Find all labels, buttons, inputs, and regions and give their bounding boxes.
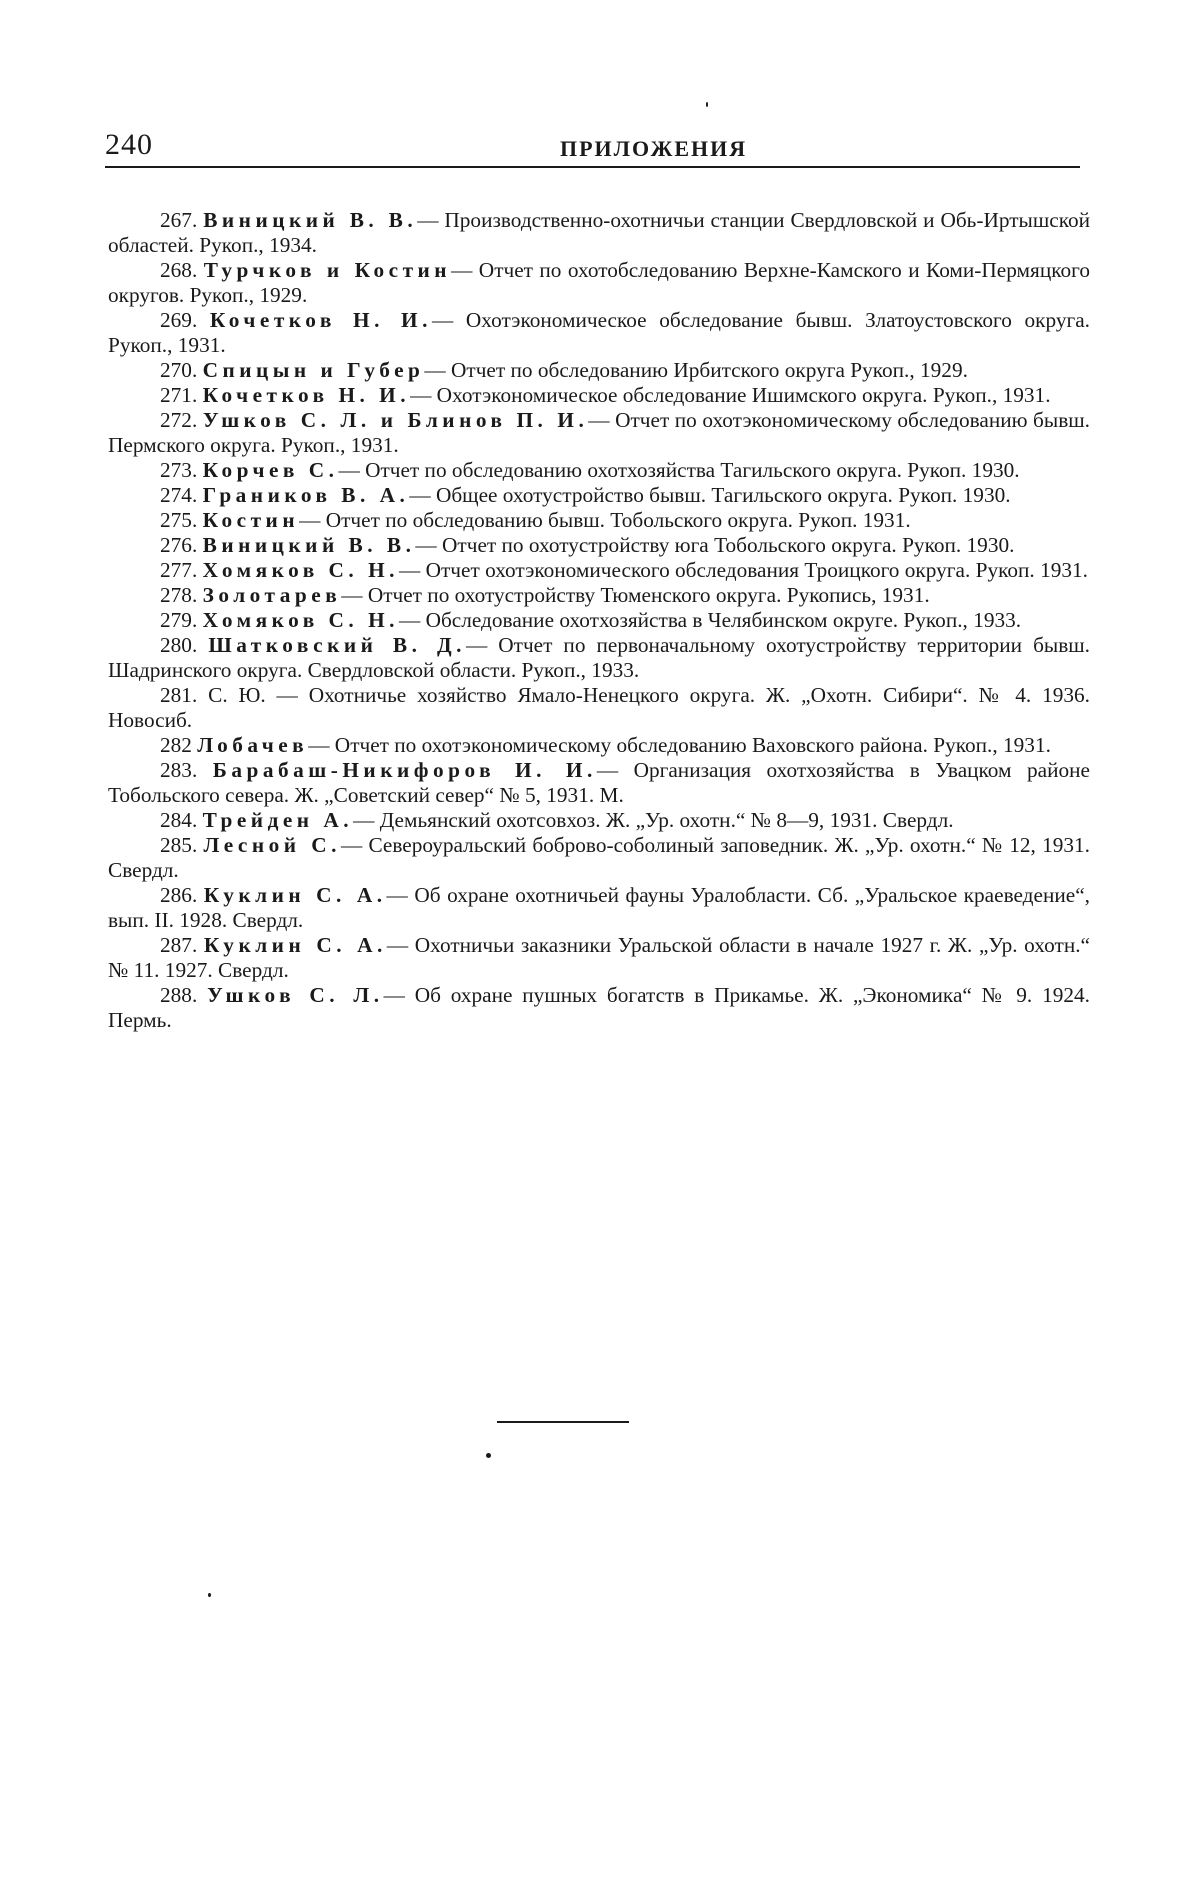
entry-author: Куклин С. А. (203, 933, 387, 957)
entry-author: Куклин С. А. (203, 883, 387, 907)
entry-number: 276. (160, 533, 198, 557)
entry-author: Кочетков Н. И. (209, 308, 432, 332)
entry-text: — Охотэкономическое обследование Ишимского округа. Рукоп., 1931. (410, 383, 1051, 407)
entry-author: Турчков и Костин (203, 258, 452, 282)
entry-text: — Об охране пушных богатств в Прикамье. Ж. „Экономика“ № 9. 1924. Пермь. (108, 983, 1090, 1032)
entry-number: 271. (160, 383, 198, 407)
entry-author: Кочетков Н. И. (202, 383, 411, 407)
entry-text: — Отчет по охотустройству Тюменского округа. Рукопись, 1931. (341, 583, 930, 607)
bibliography-entry (108, 508, 1090, 533)
bibliography-entry (108, 933, 1090, 983)
entry-number: 288. (160, 983, 198, 1007)
entry-text: — Демьянский охотсовхоз. Ж. „Ур. охотн.“ № 8—9, 1931. Свердл. (353, 808, 954, 832)
bibliography-entry (108, 208, 1090, 258)
header-rule (105, 166, 1080, 168)
bibliography-entry (108, 808, 1090, 833)
bibliography-entry (108, 533, 1090, 558)
bibliography-entry (108, 833, 1090, 883)
entry-number: 267. (160, 208, 198, 232)
entry-number: 277. (160, 558, 198, 582)
entry-author: Спицын и Губер (202, 358, 425, 382)
entry-author: Ушков С. Л. (207, 983, 384, 1007)
entry-number: 284. (160, 808, 198, 832)
entry-text: — Охотэкономическое обследование бывш. Златоустовского округа. Рукоп., 1931. (108, 308, 1090, 357)
entry-number: 287. (160, 933, 198, 957)
bibliography-entry (108, 883, 1090, 933)
entry-author: Хомяков С. Н. (202, 558, 399, 582)
entry-author: Золотарев (202, 583, 342, 607)
end-rule (497, 1421, 629, 1423)
entry-author: Граников В. А. (202, 483, 410, 507)
entry-author: Лобачев (197, 733, 309, 757)
entry-number: 283. (160, 758, 198, 782)
entry-author: Виницкий В. В. (202, 533, 416, 557)
entry-text: — Североуральский боброво-соболиный заповедник. Ж. „Ур. охотн.“ № 12, 1931. Свердл. (108, 833, 1090, 882)
bibliography-entry (108, 983, 1090, 1033)
entry-text: — Общее охотустройство бывш. Тагильского округа. Рукоп. 1930. (409, 483, 1011, 507)
bibliography-entry (108, 408, 1090, 458)
bibliography-entry (108, 608, 1090, 633)
print-speck (486, 1453, 491, 1458)
entry-number: 286. (160, 883, 198, 907)
page-header (105, 122, 1080, 168)
entry-text: — Отчет по охотустройству юга Тобольского округа. Рукоп. 1930. (415, 533, 1015, 557)
entry-number: 278. (160, 583, 198, 607)
bibliography-entry (108, 308, 1090, 358)
bibliography-entry (108, 258, 1090, 308)
bibliography-entry (108, 633, 1090, 683)
entry-text: — Отчет по обследованию Ирбитского округа Рукоп., 1929. (424, 358, 968, 382)
entry-author: Лесной С. (203, 833, 341, 857)
entry-text: — Отчет по первоначальному охотустройству территории бывш. Шадринского округа. Свердловской области. Рукоп., 1933. (108, 633, 1091, 682)
entry-text: С. Ю. — Охотничье хозяйство Ямало-Ненецкого округа. Ж. „Охотн. Сибири“. № 4. 1936. Новосиб. (108, 683, 1090, 732)
entry-text: — Организация охотхозяйства в Увацком районе Тобольского севера. Ж. „Советский север“ № 5, 1931. М. (108, 758, 1090, 807)
bibliography-entry (108, 683, 1090, 733)
entry-author: Шатковский В. Д. (208, 633, 466, 657)
bibliography-entry (108, 483, 1090, 508)
bibliography-entry (108, 583, 1090, 608)
entry-number: 282 (160, 733, 192, 757)
entry-author: Барабаш-Никифоров И. И. (212, 758, 597, 782)
bibliography-entry (108, 458, 1090, 483)
entry-author: Хомяков С. Н. (202, 608, 399, 632)
entry-number: 274. (160, 483, 198, 507)
entry-text: — Отчет по обследованию охотхозяйства Тагильского округа. Рукоп. 1930. (338, 458, 1020, 482)
print-speck (706, 102, 708, 107)
bibliography-entry (108, 733, 1090, 758)
entry-text: — Отчет по обследованию бывш. Тобольского округа. Рукоп. 1931. (299, 508, 911, 532)
bibliography-entry (108, 358, 1090, 383)
entry-author: Виницкий В. В. (203, 208, 418, 232)
entry-number: 275. (160, 508, 198, 532)
entry-number: 269. (160, 308, 198, 332)
entry-number: 268. (160, 258, 198, 282)
entry-number: 285. (160, 833, 198, 857)
print-speck (208, 1593, 211, 1597)
entry-text: — Отчет по охотэкономическому обследованию Ваховского района. Рукоп., 1931. (308, 733, 1051, 757)
bibliography-entry (108, 383, 1090, 408)
entry-text: — Отчет по охотэкономическому обследованию бывш. Пермского округа. Рукоп., 1931. (108, 408, 1090, 457)
entry-author: Ушков С. Л. и Блинов П. И. (202, 408, 589, 432)
entry-author: Трейден А. (202, 808, 354, 832)
entry-number: 280. (160, 633, 198, 657)
entry-number: 273. (160, 458, 198, 482)
bibliography-list (108, 208, 1090, 1033)
entry-number: 279. (160, 608, 198, 632)
page-number: 240 (105, 128, 153, 161)
entry-text: — Об охране охотничьей фауны Уралобласти. Сб. „Уральское краеведение“, вып. II. 1928. Свердл. (108, 883, 1090, 932)
bibliography-entry (108, 758, 1090, 808)
entry-text: — Отчет охотэкономического обследования Троицкого округа. Рукоп. 1931. (398, 558, 1088, 582)
entry-number: 270. (160, 358, 198, 382)
entry-text: — Обследование охотхозяйства в Челябинском округе. Рукоп., 1933. (398, 608, 1022, 632)
entry-number: 281. (160, 683, 198, 707)
entry-author: Корчев С. (202, 458, 339, 482)
entry-number: 272. (160, 408, 198, 432)
entry-text: — Отчет по охотобследованию Верхне-Камского и Коми-Пермяцкого округов. Рукоп., 1929. (108, 258, 1090, 307)
running-head: ПРИЛОЖЕНИЯ (560, 136, 748, 161)
entry-text: — Производственно-охотничьи станции Свердловской и Обь-Иртышской областей. Рукоп., 1934. (108, 208, 1091, 257)
entry-text: — Охотничьи заказники Уральской области в начале 1927 г. Ж. „Ур. охотн.“ № 11. 1927. Свердл. (108, 933, 1090, 982)
bibliography-entry (108, 558, 1090, 583)
entry-author: Костин (202, 508, 300, 532)
